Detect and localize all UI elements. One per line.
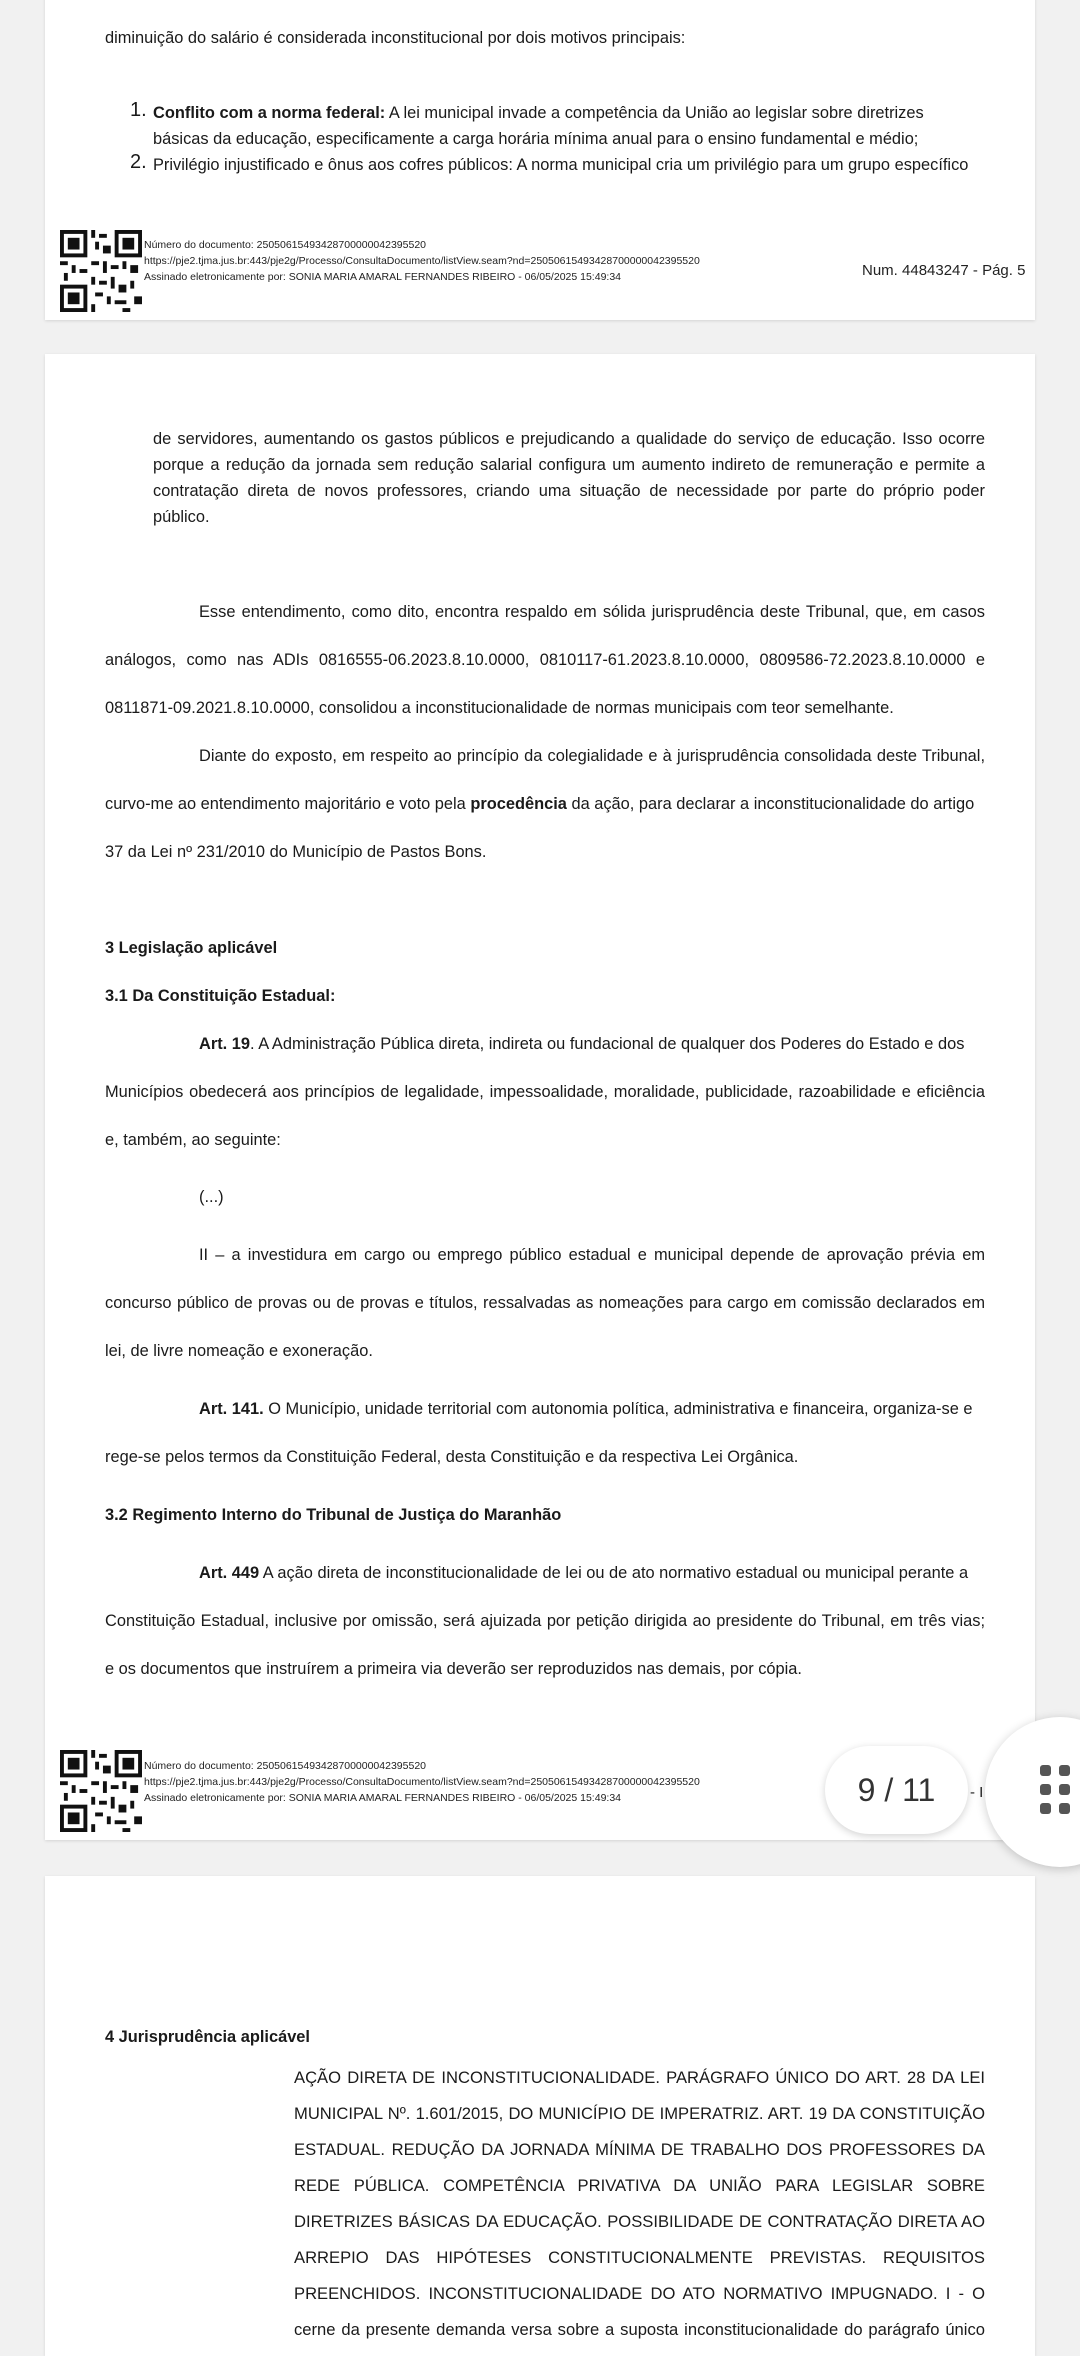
text-span: . A Administração Pública direta, indireta ou fundacional de qualquer dos Poderes do Estado e dos: [250, 1035, 965, 1053]
text-span: A ação direta de inconstitucionalidade de lei ou de ato normativo estadual ou municipal perante a: [259, 1564, 969, 1582]
grid-menu-icon[interactable]: [1040, 1765, 1072, 1815]
paragraph-text: diminuição do salário é considerada inconstitucional por dois motivos principais:: [105, 29, 686, 47]
text-line: PREENCHIDOS. INCONSTITUCIONALIDADE DO ATO NORMATIVO IMPUGNADO. I - O: [294, 2284, 985, 2303]
section-heading: 3 Legislação aplicável: [105, 939, 278, 957]
document-url-link[interactable]: https://pje2.tjma.jus.br:443/pje2g/Processo/ConsultaDocumento/listView.seam?nd=25050615493428700000042395520: [144, 1776, 700, 1788]
text-line: análogos, como nas ADIs 0816555-06.2023.8.10.0000, 0810117-61.2023.8.10.0000, 0809586-72.2023.8.10.0000 e: [105, 651, 985, 669]
article-label: Art. 19: [199, 1035, 251, 1053]
text-line: [199, 1560, 985, 1586]
page-indicator[interactable]: 9 / 11: [825, 1746, 968, 1834]
text-line: e, também, ao seguinte:: [105, 1131, 281, 1149]
list-item: Privilégio injustificado e ônus aos cofres públicos: A norma municipal cria um privilégio para um grupo específico: [153, 156, 969, 174]
signature-text: Assinado eletronicamente por: SONIA MARIA AMARAL FERNANDES RIBEIRO - 06/05/2025 15:49:34: [144, 1792, 622, 1804]
text-line: [199, 1396, 985, 1422]
text-line: 0811871-09.2021.8.10.0000, consolidou a inconstitucionalidade de normas municipais com teor semelhante.: [105, 699, 894, 717]
list-item: [153, 100, 985, 126]
document-number: Número do documento: 25050615493428700000042395520: [144, 239, 426, 251]
text-span: O Município, unidade territorial com autonomia política, administrativa e financeira, organiza-se e: [263, 1400, 973, 1418]
text-line: Municípios obedecerá aos princípios de legalidade, impessoalidade, moralidade, publicidade, razoabilidade e eficiência: [105, 1083, 985, 1101]
qr-code-icon: [60, 230, 142, 312]
text-line: Constituição Estadual, inclusive por omissão, será ajuizada por petição dirigida ao presidente do Tribunal, em três vias;: [105, 1612, 985, 1630]
ementa-block: [294, 2060, 985, 2348]
text-line: REDE PÚBLICA. COMPETÊNCIA PRIVATIVA DA UNIÃO PARA LEGISLAR SOBRE: [294, 2176, 985, 2195]
subsection-heading: 3.2 Regimento Interno do Tribunal de Justiça do Maranhão: [105, 1506, 562, 1524]
page-number-label: Num. 44843247 - Pág. 5: [862, 262, 1026, 279]
section-heading: 4 Jurisprudência aplicável: [105, 2028, 310, 2046]
text-line: MUNICIPAL Nº. 1.601/2015, DO MUNICÍPIO DE IMPERATRIZ. ART. 19 DA CONSTITUIÇÃO: [294, 2104, 985, 2123]
text-line: Diante do exposto, em respeito ao princípio da colegialidade e à jurisprudência consolidada deste Tribunal,: [199, 747, 985, 765]
page-number-label: - I: [970, 1784, 984, 1801]
subsection-heading: 3.1 Da Constituição Estadual:: [105, 987, 336, 1005]
document-page-6: [45, 354, 1035, 1840]
text-line: ARREPIO DAS HIPÓTESES CONSTITUCIONALMENTE PREVISTAS. REQUISITOS: [294, 2248, 985, 2267]
text-line: cerne da presente demanda versa sobre a suposta inconstitucionalidade do parágrafo único: [294, 2320, 985, 2339]
text-line: concurso público de provas ou de provas e títulos, ressalvadas as nomeações para cargo em comissão declarados em: [105, 1294, 985, 1312]
list-number: 1.: [130, 99, 147, 121]
document-page-5: [45, 0, 1035, 320]
text-span: da ação, para declarar a inconstitucionalidade do artigo: [566, 795, 975, 813]
text-line: [199, 1031, 985, 1057]
text-line: AÇÃO DIRETA DE INCONSTITUCIONALIDADE. PARÁGRAFO ÚNICO DO ART. 28 DA LEI: [294, 2068, 985, 2087]
text-line: II – a investidura em cargo ou emprego público estadual e municipal depende de aprovação prévia em: [199, 1246, 985, 1264]
paragraph-continuation: [153, 426, 985, 530]
text-line: público.: [153, 508, 210, 526]
text-line: de servidores, aumentando os gastos públicos e prejudicando a qualidade do serviço de educação. Isso ocorre: [153, 430, 985, 448]
text-line: Esse entendimento, como dito, encontra respaldo em sólida jurisprudência deste Tribunal, que, em casos: [199, 603, 985, 621]
document-number: Número do documento: 25050615493428700000042395520: [144, 1760, 426, 1772]
list-item-text: A lei municipal invade a competência da União ao legislar sobre diretrizes: [385, 104, 924, 122]
text-line: e os documentos que instruírem a primeira via deverão ser reproduzidos nas demais, por cópia.: [105, 1660, 802, 1678]
document-page-7: [45, 1876, 1035, 2356]
text-line: lei, de livre nomeação e exoneração.: [105, 1342, 373, 1360]
text-line: 37 da Lei nº 231/2010 do Município de Pastos Bons.: [105, 843, 487, 861]
list-item-continuation: básicas da educação, especificamente a carga horária mínima anual para o ensino fundamental e médio;: [153, 130, 919, 148]
text-line: ESTADUAL. REDUÇÃO DA JORNADA MÍNIMA DE TRABALHO DOS PROFESSORES DA: [294, 2140, 985, 2159]
ellipsis-text: (...): [199, 1188, 224, 1206]
text-span: curvo-me ao entendimento majoritário e voto pela: [105, 795, 471, 813]
text-line: DIRETRIZES BÁSICAS DA EDUCAÇÃO. POSSIBILIDADE DE CONTRATAÇÃO DIRETA AO: [294, 2212, 985, 2231]
text-line: contratação direta de novos professores, criando uma situação de necessidade por parte do próprio poder: [153, 482, 985, 500]
text-bold: procedência: [470, 795, 567, 813]
text-line: rege-se pelos termos da Constituição Federal, desta Constituição e da respectiva Lei Orgânica.: [105, 1448, 799, 1466]
list-number: 2.: [130, 151, 147, 173]
text-line: [105, 791, 985, 817]
article-label: Art. 449: [199, 1564, 260, 1582]
list-item-bold: Conflito com a norma federal:: [153, 104, 386, 122]
signature-text: Assinado eletronicamente por: SONIA MARIA AMARAL FERNANDES RIBEIRO - 06/05/2025 15:49:34: [144, 271, 622, 283]
article-label: Art. 141.: [199, 1400, 264, 1418]
document-url-link[interactable]: https://pje2.tjma.jus.br:443/pje2g/Processo/ConsultaDocumento/listView.seam?nd=25050615493428700000042395520: [144, 255, 700, 267]
text-line: porque a redução da jornada sem redução salarial configura um aumento indireto de remuneração e permite a: [153, 456, 985, 474]
qr-code-icon: [60, 1750, 142, 1832]
